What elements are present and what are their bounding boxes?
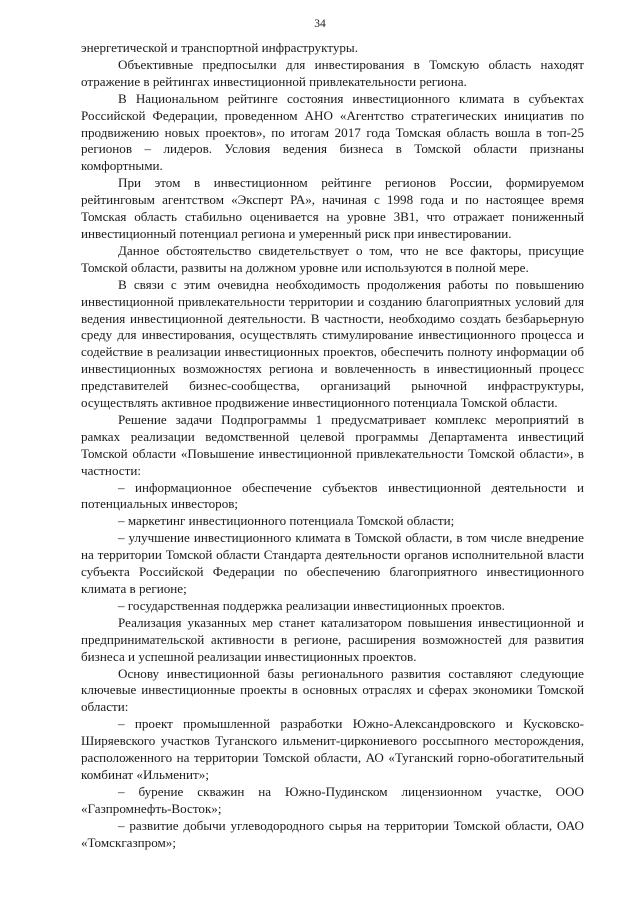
paragraph-expert-ra-rating: При этом в инвестиционном рейтинге регионов России, формируемом рейтинговым агентством «Эксперт РА», начиная с 1998 года и по настоящее время Томская область стабильно оценивается на уровне 3В1, что отражает пониженный инвестиционный потенциал региона и умеренный риск при инвестировании.	[81, 175, 584, 241]
page-number: 34	[314, 18, 326, 30]
list-item-climate-improvement: – улучшение инвестиционного климата в Томской области, в том числе внедрение на территории Томской области Стандарта деятельности органов исполнительной власти субъекта Российской Федерации по обеспечению благоприятного инвестиционного климата в регионе;	[81, 530, 584, 596]
paragraph-factors: Данное обстоятельство свидетельствует о том, что не все факторы, присущие Томской области, развиты на должном уровне или используются в полной мере.	[81, 242, 584, 275]
paragraph-infrastructure-end: энергетической и транспортной инфраструктуры.	[81, 40, 358, 55]
list-item-marketing: – маркетинг инвестиционного потенциала Томской области;	[118, 513, 455, 529]
paragraph-continuation-need: В связи с этим очевидна необходимость продолжения работы по повышению инвестиционной привлекательности территории и созданию благоприятных условий для ведения инвестиционной деятельности. В частности, необходимо создать безбарьерную среду для инвестирования, осуществлять стимулирование инвестиционного процесса и содействие в реализации инвестиционных проектов, обеспечить полноту информации об инвестиционных возможностях региона и вовлеченность в инвестиционный процесс представителей бизнес-сообщества, организаций рыночной инфраструктуры, осуществлять активное продвижение инвестиционного потенциала Томской области.	[81, 276, 584, 411]
list-item-tugansky-project: – проект промышленной разработки Южно-Александровского и Кусковско-Ширяевского участков Туганского ильменит-циркониевого россыпного месторождения, расположенного на территории Томской области, АО «Туганский горно-обогатительный комбинат «Ильменит»;	[81, 716, 584, 782]
body-text	[81, 40, 584, 852]
paragraph-national-rating: В Национальном рейтинге состояния инвестиционного климата в субъектах Российской Федерации, проведенном АНО «Агентство стратегических инициатив по продвижению новых проектов», по итогам 2017 года Томская область вошла в топ-25 регионов – лидеров. Условия ведения бизнеса в Томской области признаны комфортными.	[81, 90, 584, 174]
paragraph-subprogram-task: Решение задачи Подпрограммы 1 предусматривает комплекс мероприятий в рамках реализации ведомственной целевой программы Департамента инвестиций Томской области «Повышение инвестиционной привлекательности Томской области», в частности:	[81, 411, 584, 478]
list-item-hydrocarbon-project: – развитие добычи углеводородного сырья на территории Томской области, ОАО «Томскгазпром»;	[81, 817, 584, 850]
list-item-drilling-project: – бурение скважин на Южно-Пудинском лицензионном участке, ООО «Газпромнефть-Восток»;	[81, 783, 584, 816]
paragraph-investment-prerequisites: Объективные предпосылки для инвестирования в Томскую область находят отражение в рейтингах инвестиционной привлекательности региона.	[81, 56, 584, 89]
list-item-information-support: – информационное обеспечение субъектов инвестиционной деятельности и потенциальных инвесторов;	[81, 479, 584, 512]
paragraph-key-projects: Основу инвестиционной базы регионального развития составляют следующие ключевые инвестиционные проекты в основных отраслях и сферах экономики Томской области:	[81, 665, 584, 715]
paragraph-catalyst: Реализация указанных мер станет катализатором повышения инвестиционной и предпринимательской активности в регионе, расширения возможностей для развития бизнеса и успешной реализации инвестиционных проектов.	[81, 614, 584, 664]
list-item-state-support: – государственная поддержка реализации инвестиционных проектов.	[118, 597, 505, 613]
